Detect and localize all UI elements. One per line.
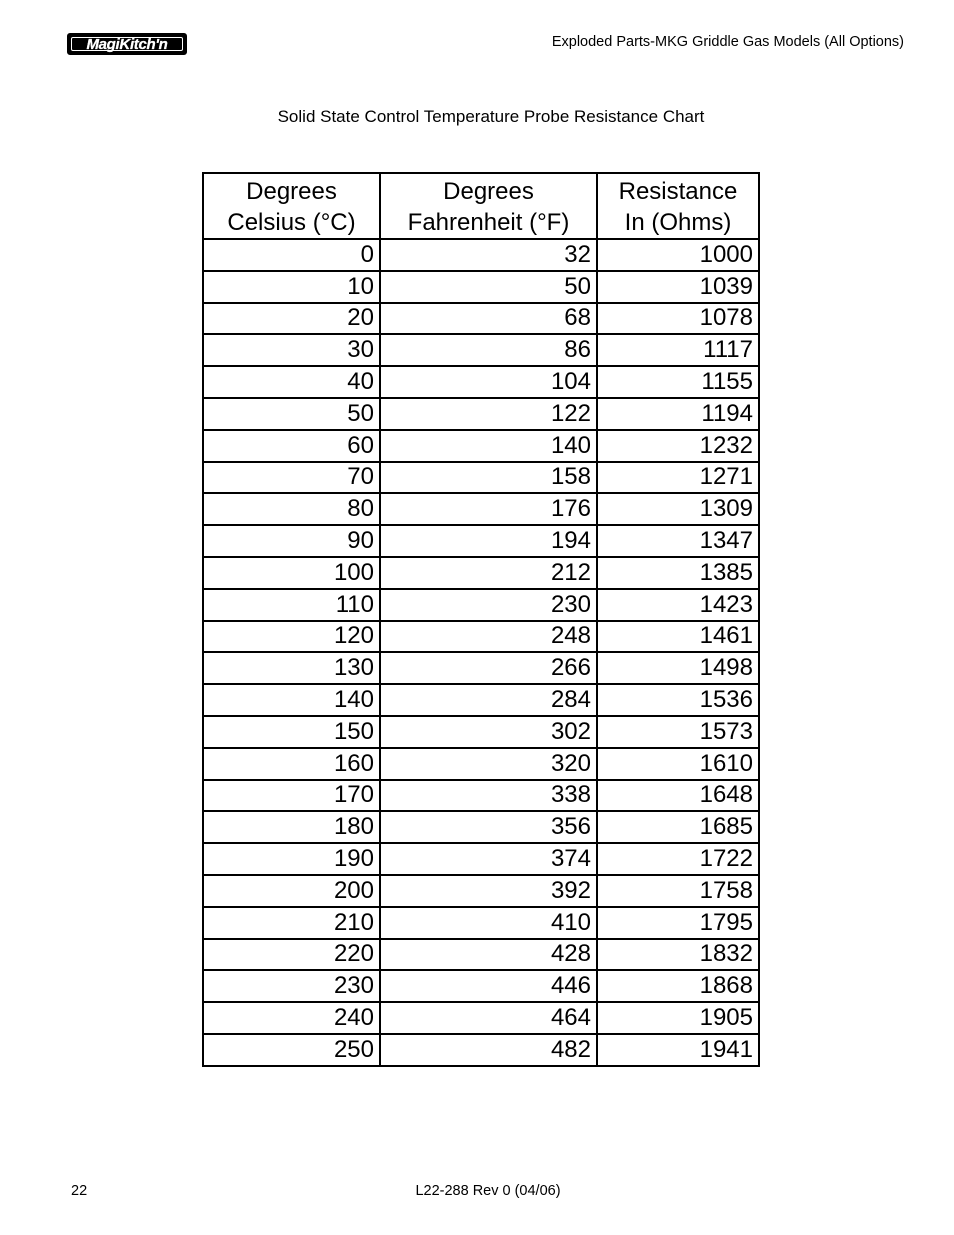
- cell-resistance: 1155: [597, 366, 759, 398]
- table-row: [203, 843, 759, 875]
- cell-resistance: 1309: [597, 493, 759, 525]
- brand-logo: [67, 33, 187, 55]
- header-resistance: Resistance In (Ohms): [597, 173, 759, 239]
- table-row: [203, 493, 759, 525]
- table-row: [203, 525, 759, 557]
- cell-fahrenheit: 284: [380, 684, 597, 716]
- page-number: 22: [71, 1183, 88, 1199]
- cell-fahrenheit: 212: [380, 557, 597, 589]
- cell-fahrenheit: 122: [380, 398, 597, 430]
- cell-resistance: 1039: [597, 271, 759, 303]
- cell-celsius: 70: [203, 462, 380, 494]
- document-id: L22-288 Rev 0 (04/06): [415, 1183, 561, 1199]
- cell-fahrenheit: 50: [380, 271, 597, 303]
- cell-fahrenheit: 320: [380, 748, 597, 780]
- table-row: [203, 811, 759, 843]
- table-body: [203, 239, 759, 1066]
- cell-celsius: 240: [203, 1002, 380, 1034]
- cell-fahrenheit: 446: [380, 970, 597, 1002]
- cell-celsius: 130: [203, 652, 380, 684]
- cell-fahrenheit: 410: [380, 907, 597, 939]
- cell-celsius: 210: [203, 907, 380, 939]
- cell-resistance: 1722: [597, 843, 759, 875]
- cell-resistance: 1685: [597, 811, 759, 843]
- cell-celsius: 220: [203, 939, 380, 971]
- cell-resistance: 1868: [597, 970, 759, 1002]
- table-row: [203, 589, 759, 621]
- table-row: [203, 684, 759, 716]
- cell-fahrenheit: 374: [380, 843, 597, 875]
- table-row: [203, 1002, 759, 1034]
- table-row: [203, 716, 759, 748]
- table-row: [203, 334, 759, 366]
- cell-fahrenheit: 266: [380, 652, 597, 684]
- cell-celsius: 50: [203, 398, 380, 430]
- resistance-table: [202, 172, 760, 1067]
- cell-resistance: 1573: [597, 716, 759, 748]
- cell-resistance: 1905: [597, 1002, 759, 1034]
- cell-resistance: 1832: [597, 939, 759, 971]
- cell-resistance: 1000: [597, 239, 759, 271]
- cell-fahrenheit: 140: [380, 430, 597, 462]
- cell-fahrenheit: 194: [380, 525, 597, 557]
- cell-resistance: 1271: [597, 462, 759, 494]
- table-row: [203, 621, 759, 653]
- document-header-title: Exploded Parts-MKG Griddle Gas Models (All Options): [551, 34, 904, 50]
- cell-resistance: 1078: [597, 303, 759, 335]
- cell-celsius: 230: [203, 970, 380, 1002]
- table-row: [203, 939, 759, 971]
- table-row: [203, 398, 759, 430]
- header-celsius: Degrees Celsius (°C): [203, 173, 380, 239]
- table-row: [203, 303, 759, 335]
- cell-fahrenheit: 176: [380, 493, 597, 525]
- cell-fahrenheit: 158: [380, 462, 597, 494]
- table-row: [203, 557, 759, 589]
- cell-celsius: 30: [203, 334, 380, 366]
- table-row: [203, 271, 759, 303]
- cell-resistance: 1385: [597, 557, 759, 589]
- cell-celsius: 190: [203, 843, 380, 875]
- cell-fahrenheit: 356: [380, 811, 597, 843]
- cell-resistance: 1610: [597, 748, 759, 780]
- cell-resistance: 1461: [597, 621, 759, 653]
- cell-resistance: 1498: [597, 652, 759, 684]
- cell-resistance: 1536: [597, 684, 759, 716]
- table-row: [203, 652, 759, 684]
- cell-celsius: 10: [203, 271, 380, 303]
- cell-fahrenheit: 248: [380, 621, 597, 653]
- cell-resistance: 1941: [597, 1034, 759, 1066]
- cell-fahrenheit: 464: [380, 1002, 597, 1034]
- cell-celsius: 200: [203, 875, 380, 907]
- cell-fahrenheit: 338: [380, 780, 597, 812]
- logo-text: MagiKitch'n: [86, 35, 168, 53]
- table-row: [203, 1034, 759, 1066]
- table-header-row: [203, 173, 759, 239]
- cell-resistance: 1232: [597, 430, 759, 462]
- cell-celsius: 160: [203, 748, 380, 780]
- cell-resistance: 1648: [597, 780, 759, 812]
- cell-celsius: 170: [203, 780, 380, 812]
- cell-celsius: 180: [203, 811, 380, 843]
- cell-celsius: 60: [203, 430, 380, 462]
- table-row: [203, 780, 759, 812]
- table-row: [203, 462, 759, 494]
- cell-resistance: 1194: [597, 398, 759, 430]
- cell-resistance: 1423: [597, 589, 759, 621]
- cell-fahrenheit: 32: [380, 239, 597, 271]
- table-row: [203, 748, 759, 780]
- cell-celsius: 140: [203, 684, 380, 716]
- cell-celsius: 250: [203, 1034, 380, 1066]
- cell-celsius: 90: [203, 525, 380, 557]
- cell-celsius: 40: [203, 366, 380, 398]
- cell-celsius: 20: [203, 303, 380, 335]
- table-row: [203, 970, 759, 1002]
- chart-title: Solid State Control Temperature Probe Resistance Chart: [277, 107, 705, 126]
- cell-celsius: 120: [203, 621, 380, 653]
- cell-fahrenheit: 104: [380, 366, 597, 398]
- cell-celsius: 150: [203, 716, 380, 748]
- table-row: [203, 907, 759, 939]
- table-row: [203, 239, 759, 271]
- table-row: [203, 366, 759, 398]
- cell-fahrenheit: 86: [380, 334, 597, 366]
- cell-fahrenheit: 230: [380, 589, 597, 621]
- cell-celsius: 110: [203, 589, 380, 621]
- cell-fahrenheit: 392: [380, 875, 597, 907]
- cell-fahrenheit: 302: [380, 716, 597, 748]
- cell-resistance: 1117: [597, 334, 759, 366]
- cell-fahrenheit: 428: [380, 939, 597, 971]
- cell-celsius: 0: [203, 239, 380, 271]
- table-row: [203, 430, 759, 462]
- table-row: [203, 875, 759, 907]
- cell-fahrenheit: 482: [380, 1034, 597, 1066]
- header-fahrenheit: Degrees Fahrenheit (°F): [380, 173, 597, 239]
- cell-resistance: 1758: [597, 875, 759, 907]
- cell-celsius: 80: [203, 493, 380, 525]
- cell-fahrenheit: 68: [380, 303, 597, 335]
- logo-border: [71, 37, 183, 51]
- cell-resistance: 1795: [597, 907, 759, 939]
- cell-celsius: 100: [203, 557, 380, 589]
- cell-resistance: 1347: [597, 525, 759, 557]
